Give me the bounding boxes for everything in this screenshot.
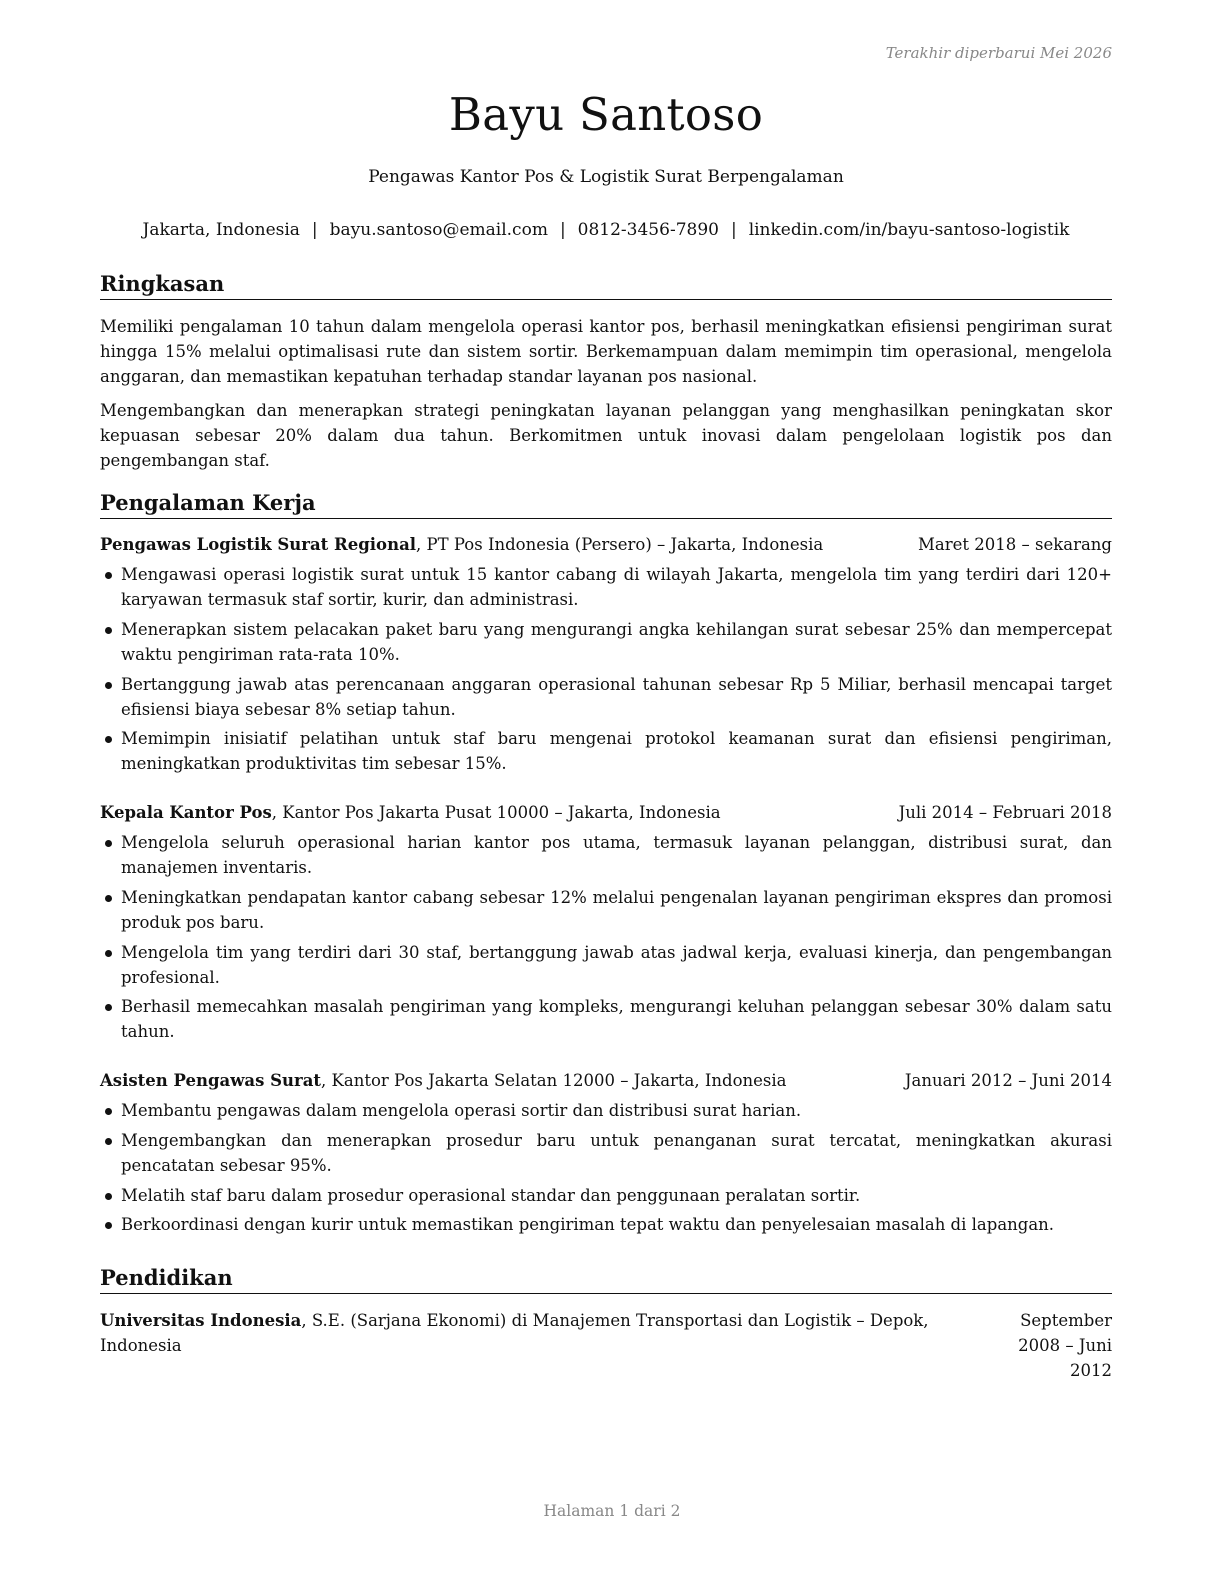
job-header — [100, 532, 1112, 557]
job-org: , PT Pos Indonesia (Persero) – Jakarta, Indonesia — [416, 535, 824, 554]
job-bullet: Menerapkan sistem pelacakan paket baru yang mengurangi angka kehilangan surat sebesar 25% dan mempercepat waktu pengiriman rata-rata 10%. — [100, 617, 1112, 667]
job-org: , Kantor Pos Jakarta Pusat 10000 – Jakarta, Indonesia — [271, 803, 721, 822]
job-bullet: Mengawasi operasi logistik surat untuk 15 kantor cabang di wilayah Jakarta, mengelola tim yang terdiri dari 120+ karyawan termasuk staf sortir, kurir, dan administrasi. — [100, 562, 1112, 612]
job-bullet: Melatih staf baru dalam prosedur operasional standar dan penggunaan peralatan sortir. — [100, 1183, 1112, 1208]
job-bullet: Berhasil memecahkan masalah pengiriman yang kompleks, mengurangi keluhan pelanggan sebesar 30% dalam satu tahun. — [100, 994, 1112, 1044]
page-number: Halaman 1 dari 2 — [543, 1502, 681, 1520]
job-org: , Kantor Pos Jakarta Selatan 12000 – Jakarta, Indonesia — [321, 1071, 787, 1090]
contact-separator: | — [730, 220, 737, 240]
job-bullet: Berkoordinasi dengan kurir untuk memastikan pengiriman tepat waktu dan penyelesaian masalah di lapangan. — [100, 1212, 1112, 1237]
job-bullet: Meningkatkan pendapatan kantor cabang sebesar 12% melalui pengenalan layanan pengiriman ekspres dan promosi produk pos baru. — [100, 885, 1112, 935]
contact-linkedin[interactable]: linkedin.com/in/bayu-santoso-logistik — [748, 220, 1070, 240]
job-role: Pengawas Logistik Surat Regional — [100, 535, 417, 554]
job-bullet-list — [100, 830, 1112, 1049]
contact-line — [100, 220, 1112, 240]
education-degree-line — [100, 1308, 980, 1383]
summary-paragraph: Mengembangkan dan menerapkan strategi peningkatan layanan pelanggan yang menghasilkan peningkatan skor kepuasan sebesar 20% dalam dua tahun. Berkomitmen untuk inovasi dalam pengelolaan logistik pos dan pengembangan staf. — [100, 401, 1112, 470]
contact-phone: 0812-3456-7890 — [577, 220, 719, 240]
job-bullet: Mengelola tim yang terdiri dari 30 staf, bertanggung jawab atas jadwal kerja, evaluasi kinerja, dan pengembangan profesional. — [100, 940, 1112, 990]
job-role: Asisten Pengawas Surat — [100, 1071, 322, 1090]
job-bullet-list — [100, 1098, 1112, 1242]
summary-heading: Ringkasan — [100, 270, 1112, 300]
experience-heading: Pengalaman Kerja — [100, 489, 1112, 519]
contact-email[interactable]: bayu.santoso@email.com — [329, 220, 548, 240]
job-title-line — [100, 532, 823, 557]
candidate-name: Bayu Santoso — [448, 88, 764, 141]
job-bullet-list — [100, 562, 1112, 781]
summary-paragraph: Memiliki pengalaman 10 tahun dalam mengelola operasi kantor pos, berhasil meningkatkan efisiensi pengiriman surat hingga 15% melalui optimalisasi rute dan sistem sortir. Berkemampuan dalam memimpin tim operasional, mengelola anggaran, dan memastikan kepatuhan terhadap standar layanan pos nasional. — [100, 317, 1112, 386]
job-dates: Januari 2012 – Juni 2014 — [904, 1071, 1112, 1090]
job-bullet: Bertanggung jawab atas perencanaan anggaran operasional tahunan sebesar Rp 5 Miliar, berhasil mencapai target efisiensi biaya sebesar 8% setiap tahun. — [100, 672, 1112, 722]
job-bullet: Mengembangkan dan menerapkan prosedur baru untuk penanganan surat tercatat, meningkatkan akurasi pencatatan sebesar 95%. — [100, 1128, 1112, 1178]
candidate-tagline: Pengawas Kantor Pos & Logistik Surat Berpengalaman — [368, 167, 844, 187]
contact-location: Jakarta, Indonesia — [142, 220, 300, 240]
job-title-line — [100, 800, 721, 825]
job-bullet: Membantu pengawas dalam mengelola operasi sortir dan distribusi surat harian. — [100, 1098, 1112, 1123]
job-dates: Juli 2014 – Februari 2018 — [898, 803, 1112, 822]
contact-separator: | — [559, 220, 566, 240]
job-header — [100, 800, 1112, 825]
education-dates: September 2008 – Juni 2012 — [1018, 1311, 1112, 1380]
education-school: Universitas Indonesia — [100, 1311, 302, 1330]
education-entry — [100, 1308, 1112, 1383]
education-heading: Pendidikan — [100, 1264, 1112, 1294]
job-role: Kepala Kantor Pos — [100, 803, 272, 822]
contact-separator: | — [311, 220, 318, 240]
job-dates: Maret 2018 – sekarang — [918, 535, 1112, 554]
job-bullet: Mengelola seluruh operasional harian kantor pos utama, termasuk layanan pelanggan, distribusi surat, dan manajemen inventaris. — [100, 830, 1112, 880]
job-header — [100, 1068, 1112, 1093]
job-title-line — [100, 1068, 787, 1093]
job-bullet: Memimpin inisiatif pelatihan untuk staf baru mengenai protokol keamanan surat dan efisiensi pengiriman, meningkatkan produktivitas tim sebesar 15%. — [100, 726, 1112, 776]
last-updated-note: Terakhir diperbarui Mei 2026 — [885, 44, 1112, 62]
education-degree: , S.E. (Sarjana Ekonomi) di Manajemen Transportasi dan Logistik – Depok, Indonesia — [100, 1311, 929, 1355]
